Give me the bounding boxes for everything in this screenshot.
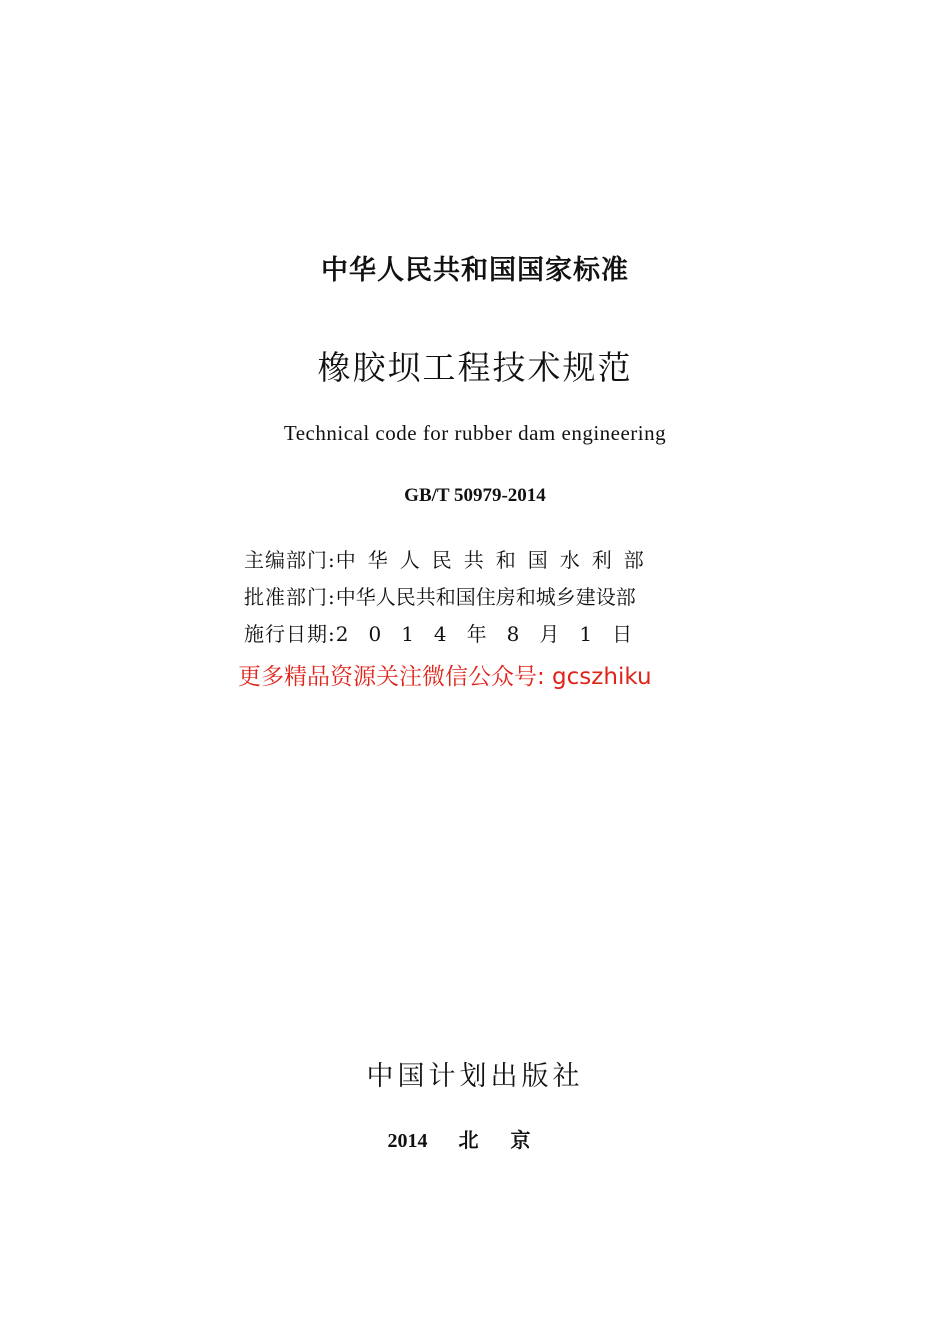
effective-date-value: 2014年8月1日: [335, 621, 653, 646]
standard-code: GB/T 50979-2014: [404, 485, 546, 506]
approver-label: 批准部门:: [244, 584, 336, 609]
publication-year-city: [0, 1124, 950, 1153]
publication-city: 北京: [458, 1130, 563, 1152]
approver-value: 中华人民共和国住房和城乡建设部: [335, 584, 636, 609]
editor-row: [244, 543, 714, 573]
promo-notice: 更多精品资源关注微信公众号: gcszhiku: [238, 664, 652, 690]
editor-value: 中华人民共和国水利部: [335, 547, 656, 572]
editor-label: 主编部门:: [244, 547, 336, 572]
publisher-name: 中国计划出版社: [366, 1061, 584, 1092]
document-title-chinese: 橡胶坝工程技术规范: [317, 348, 633, 387]
standard-type-heading: 中华人民共和国国家标准: [321, 255, 629, 286]
publication-year: 2014: [387, 1130, 428, 1152]
effective-date-row: [244, 617, 714, 647]
effective-date-label: 施行日期:: [244, 621, 336, 646]
approver-row: [244, 580, 714, 610]
document-title-english: Technical code for rubber dam engineering: [283, 421, 667, 445]
